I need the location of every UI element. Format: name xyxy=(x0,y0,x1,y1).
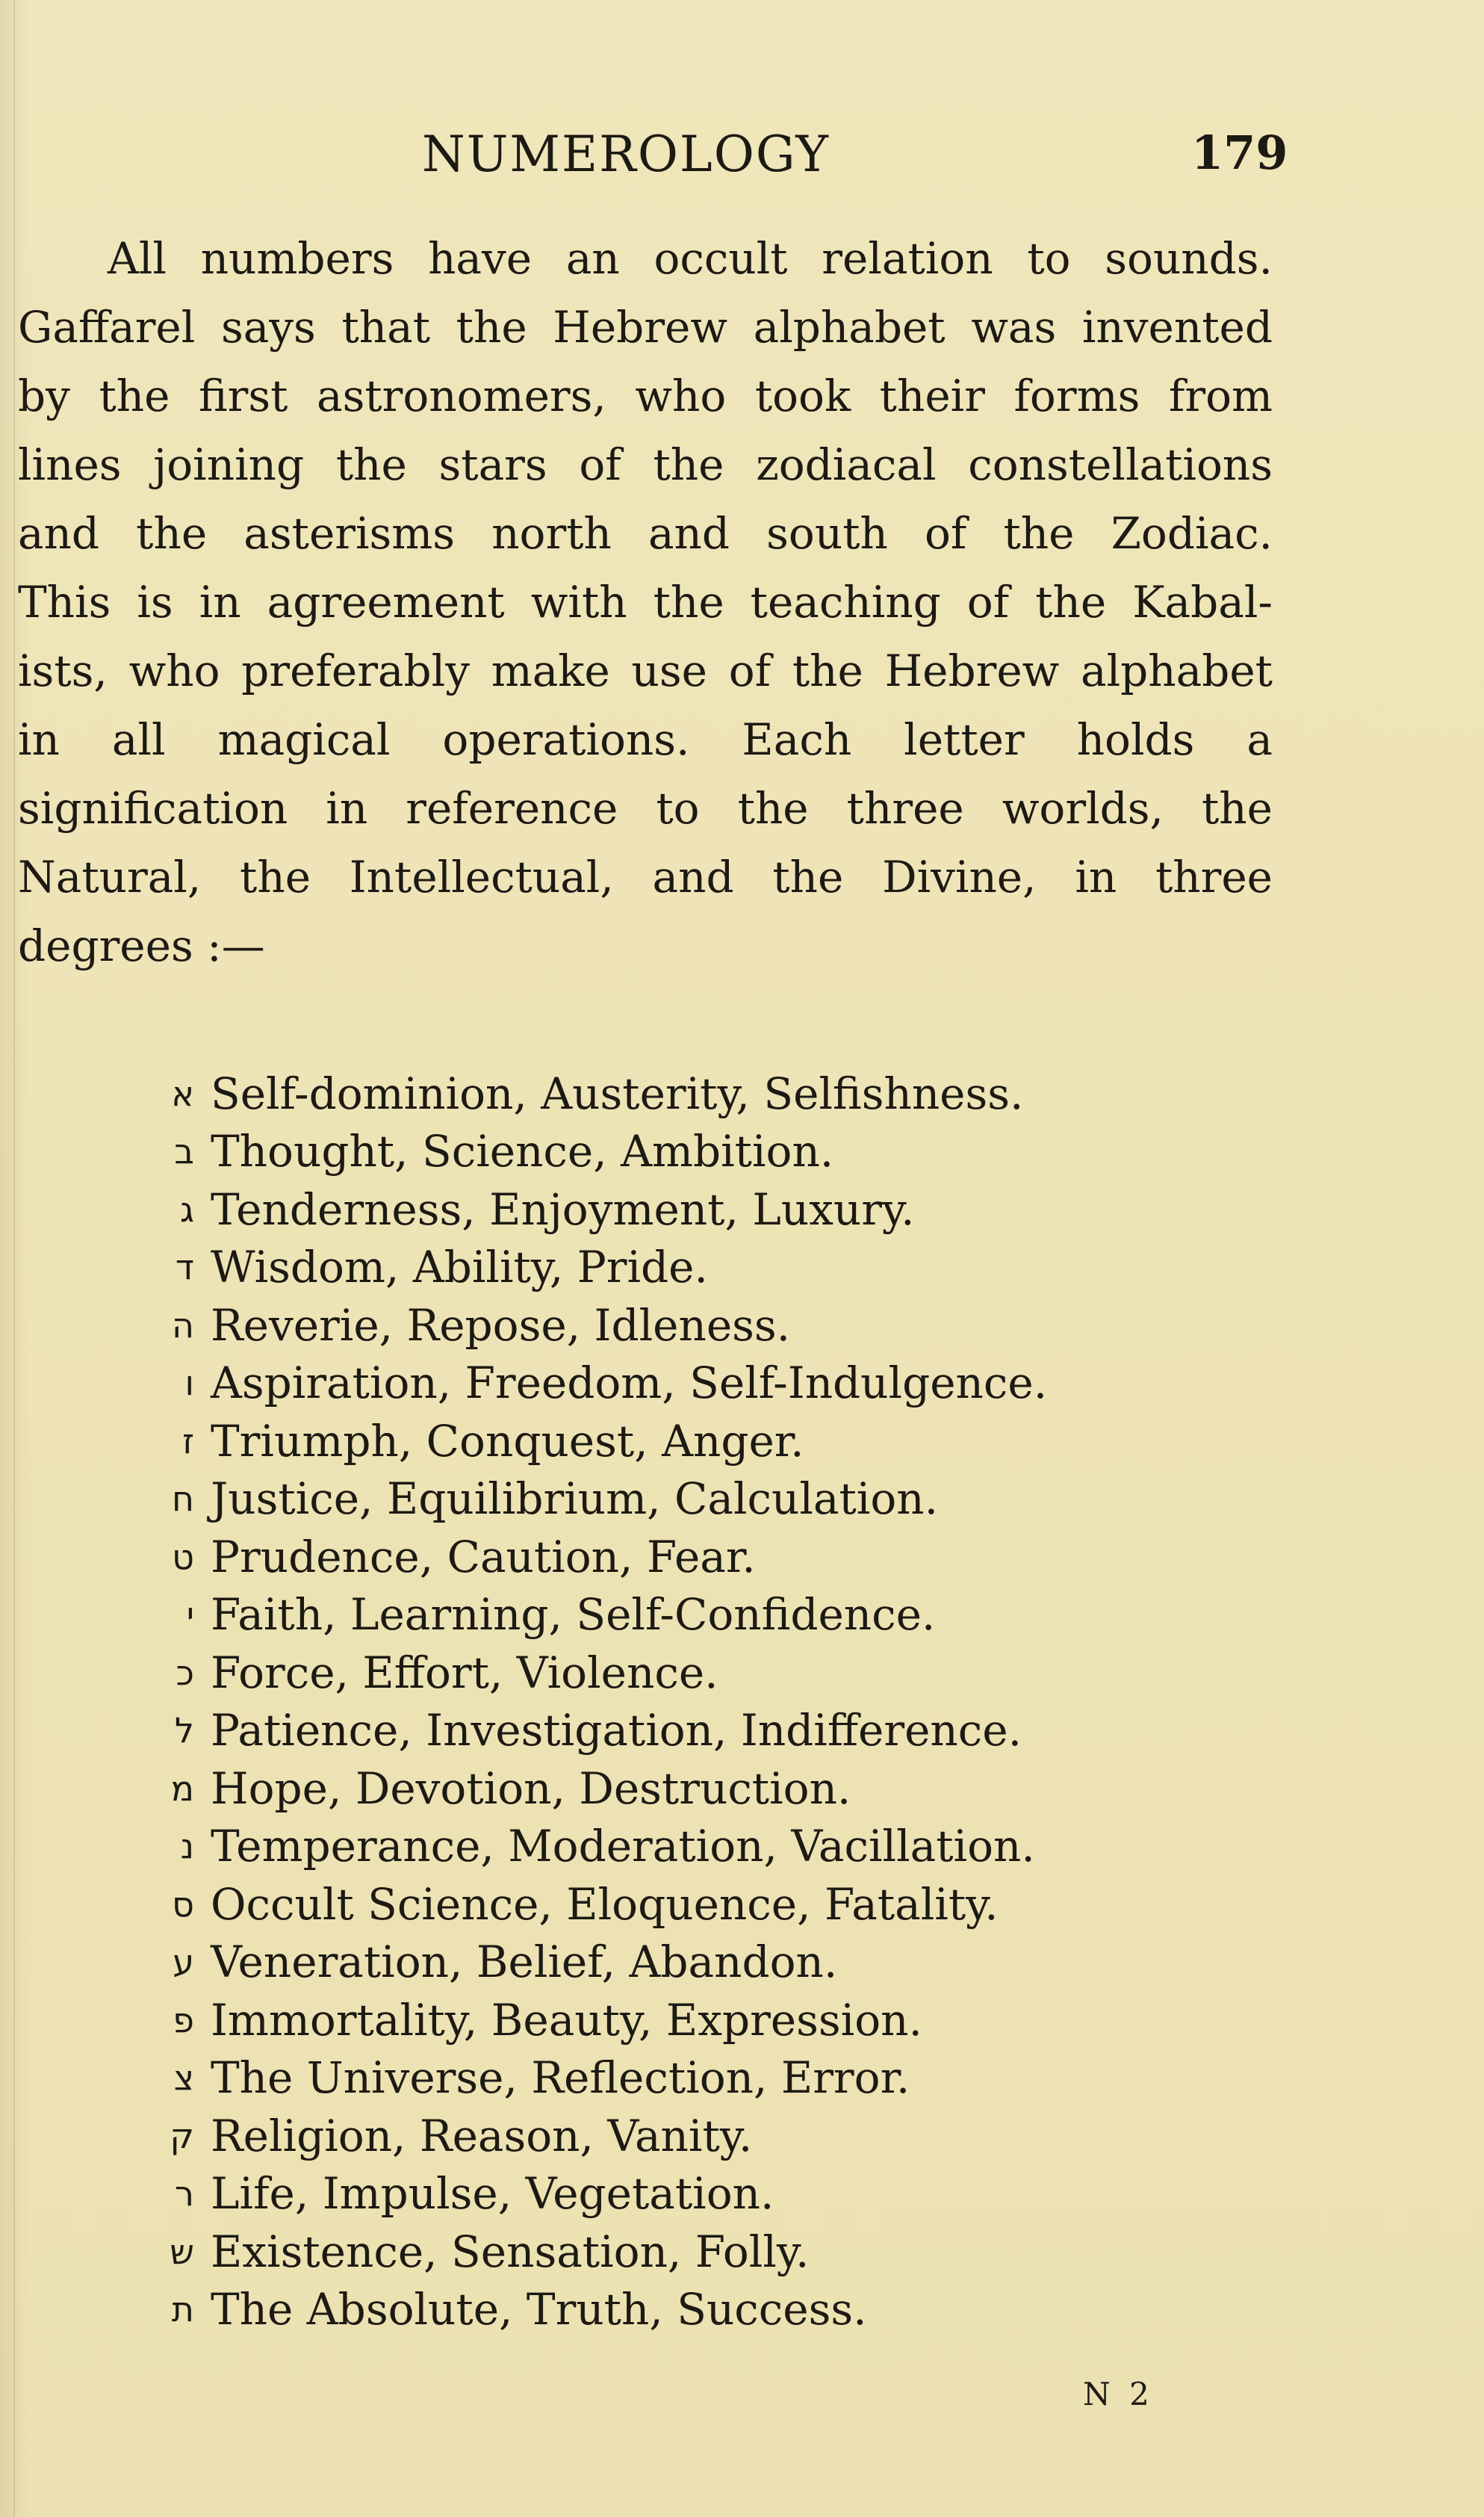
list-item xyxy=(149,1934,1270,1992)
letter-meaning: Self-dominion, Austerity, Selfishness. xyxy=(211,1068,1024,1119)
page-number: 179 xyxy=(1191,126,1288,180)
list-item xyxy=(149,2281,1270,2339)
hebrew-letter: צ xyxy=(173,2058,194,2099)
list-item xyxy=(149,2107,1270,2165)
letter-meaning: Life, Impulse, Vegetation. xyxy=(211,2168,774,2220)
hebrew-letter: ש xyxy=(170,2231,194,2272)
list-item xyxy=(149,1528,1270,1586)
letter-meaning: Force, Effort, Violence. xyxy=(211,1647,718,1698)
list-item xyxy=(149,2049,1270,2108)
paragraph-line: signification in reference to the three worlds, the xyxy=(18,783,1273,834)
letter-meaning: Prudence, Caution, Fear. xyxy=(211,1531,756,1582)
letter-meaning: Patience, Investigation, Indifference. xyxy=(211,1705,1022,1756)
letter-meaning: Existence, Sensation, Folly. xyxy=(211,2226,810,2277)
hebrew-letter: ט xyxy=(172,1536,194,1577)
list-item xyxy=(149,1875,1270,1934)
list-item xyxy=(149,2165,1270,2223)
hebrew-letter: פ xyxy=(173,1999,194,2040)
paragraph-line: in all magical operations. Each letter holds a xyxy=(18,714,1273,765)
list-item xyxy=(149,1412,1270,1470)
running-title: NUMEROLOGY xyxy=(422,126,831,183)
letter-meaning: Tenderness, Enjoyment, Luxury. xyxy=(211,1183,915,1235)
letter-meaning: Occult Science, Eloquence, Fatality. xyxy=(211,1878,999,1930)
hebrew-letter: מ xyxy=(170,1768,194,1809)
paragraph-line: Gaffarel says that the Hebrew alphabet was invented xyxy=(18,302,1273,353)
list-item xyxy=(149,1818,1270,1876)
letter-meaning: Wisdom, Ability, Pride. xyxy=(211,1242,708,1293)
paragraph-line: This is in agreement with the teaching of the Kabal- xyxy=(18,577,1273,628)
list-item xyxy=(149,1991,1270,2049)
list-item xyxy=(149,1239,1270,1297)
hebrew-letter: ר xyxy=(175,2173,194,2214)
list-item xyxy=(149,1759,1270,1818)
list-item xyxy=(149,2223,1270,2281)
list-item xyxy=(149,1180,1270,1239)
hebrew-letter: נ xyxy=(180,1826,194,1867)
hebrew-letter: א xyxy=(171,1073,194,1114)
letter-meaning: Veneration, Belief, Abandon. xyxy=(211,1936,838,1988)
letter-meaning: Hope, Devotion, Destruction. xyxy=(211,1762,851,1814)
hebrew-letter: ז xyxy=(182,1420,194,1461)
list-item xyxy=(149,1123,1270,1181)
paragraph xyxy=(18,224,1273,980)
list-item xyxy=(149,1065,1270,1123)
hebrew-letter: ב xyxy=(174,1131,194,1172)
hebrew-letter: ה xyxy=(171,1304,194,1346)
hebrew-letter: י xyxy=(186,1594,194,1635)
page-gutter-shadow xyxy=(13,0,15,2517)
paragraph-line: All numbers have an occult relation to sounds. xyxy=(108,233,1273,284)
hebrew-letter: ח xyxy=(171,1479,194,1520)
hebrew-letter: ק xyxy=(170,2115,194,2156)
hebrew-letter: ת xyxy=(171,2289,194,2330)
hebrew-letter-list xyxy=(149,1065,1270,2338)
hebrew-letter: ו xyxy=(184,1363,194,1404)
hebrew-letter: ס xyxy=(172,1883,194,1925)
hebrew-letter: ל xyxy=(174,1710,194,1751)
letter-meaning: Thought, Science, Ambition. xyxy=(211,1126,834,1177)
letter-meaning: Faith, Learning, Self-Confidence. xyxy=(211,1589,936,1641)
letter-meaning: The Absolute, Truth, Success. xyxy=(211,2284,867,2335)
hebrew-letter: ג xyxy=(180,1189,194,1230)
letter-meaning: Temperance, Moderation, Vacillation. xyxy=(211,1821,1035,1872)
paragraph-line: degrees :— xyxy=(18,920,265,971)
paragraph-line: and the asterisms north and south of the Zodiac. xyxy=(18,508,1273,559)
paragraph-line: ists, who preferably make use of the Hebrew alphabet xyxy=(18,645,1273,696)
signature-mark: N 2 xyxy=(1083,2376,1154,2412)
running-head xyxy=(0,126,1484,185)
letter-meaning: Reverie, Repose, Idleness. xyxy=(211,1299,791,1351)
letter-meaning: Triumph, Conquest, Anger. xyxy=(211,1415,804,1467)
list-item xyxy=(149,1296,1270,1355)
letter-meaning: Immortality, Beauty, Expression. xyxy=(211,1994,922,2046)
list-item xyxy=(149,1355,1270,1413)
letter-meaning: The Universe, Reflection, Error. xyxy=(211,2052,910,2104)
paragraph-line: lines joining the stars of the zodiacal constellations xyxy=(18,439,1273,490)
list-item xyxy=(149,1586,1270,1644)
letter-meaning: Justice, Equilibrium, Calculation. xyxy=(211,1473,939,1525)
paragraph-line: by the first astronomers, who took their forms from xyxy=(18,371,1273,421)
letter-meaning: Aspiration, Freedom, Self-Indulgence. xyxy=(211,1357,1048,1409)
paragraph-line: Natural, the Intellectual, and the Divine, in three xyxy=(18,852,1273,903)
list-item xyxy=(149,1470,1270,1529)
list-item xyxy=(149,1702,1270,1760)
hebrew-letter: ד xyxy=(175,1247,194,1288)
hebrew-letter: ע xyxy=(173,1942,194,1983)
hebrew-letter: כ xyxy=(176,1652,194,1693)
letter-meaning: Religion, Reason, Vanity. xyxy=(211,2110,753,2161)
list-item xyxy=(149,1644,1270,1702)
